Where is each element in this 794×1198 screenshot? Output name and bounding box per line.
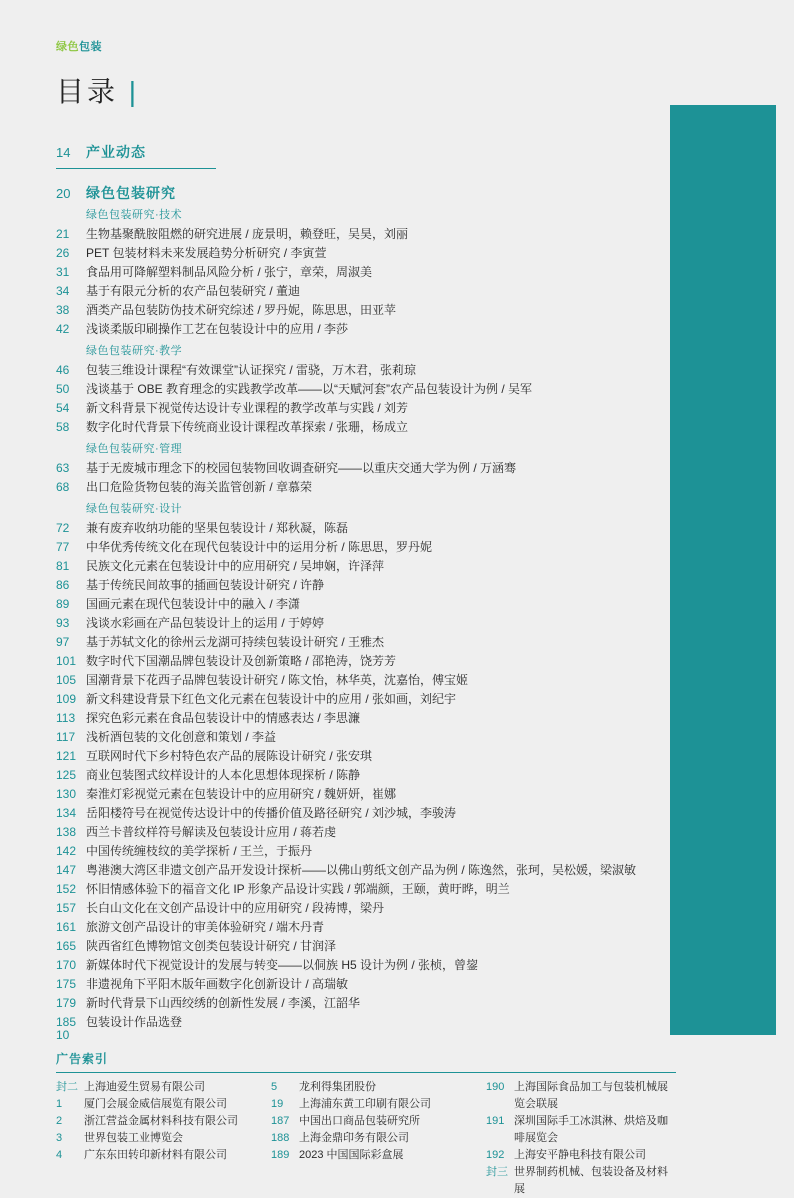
entry-page: 21 bbox=[56, 227, 70, 241]
entry-page: 89 bbox=[56, 597, 70, 611]
ads-name: 广东东田转印新材料有限公司 bbox=[84, 1149, 227, 1161]
entry-title: 食品用可降解塑料制品风险分析 / 张宁，章荣，周淑美 bbox=[86, 265, 373, 279]
ads-page: 191 bbox=[486, 1115, 505, 1127]
entry-page: 31 bbox=[56, 265, 70, 279]
entry-page: 72 bbox=[56, 521, 70, 535]
entry-title: 浅谈基于 OBE 教育理念的实践教学改革——以“天赋河套”农产品包装设计为例 / 吴军 bbox=[86, 382, 533, 396]
entry-page: 152 bbox=[56, 882, 77, 896]
toc-entry[interactable] bbox=[56, 538, 716, 557]
ads-item[interactable] bbox=[486, 1079, 676, 1113]
ads-item[interactable] bbox=[486, 1113, 676, 1147]
entry-title: 民族文化元素在包装设计中的应用研究 / 吴坤娴，许泽萍 bbox=[86, 559, 385, 573]
entry-page: 105 bbox=[56, 673, 77, 687]
toc-entry[interactable] bbox=[56, 671, 716, 690]
entry-page: 26 bbox=[56, 246, 70, 260]
ads-column-2 bbox=[271, 1079, 486, 1198]
section-page: 20 bbox=[56, 186, 71, 201]
section-name: 绿色包装研究 bbox=[86, 185, 176, 201]
entry-page: 58 bbox=[56, 420, 70, 434]
ads-divider bbox=[56, 1072, 676, 1073]
entry-page: 34 bbox=[56, 284, 70, 298]
entry-title: 岳阳楼符号在视觉传达设计中的传播价值及路径研究 / 刘沙城，李骏涛 bbox=[86, 806, 457, 820]
entry-title: 国潮背景下花西子品牌包装设计研究 / 陈文怡，林华英，沈嘉怡，傅宝姬 bbox=[86, 673, 469, 687]
page-title-text: 目录 bbox=[56, 76, 119, 107]
toc-entry[interactable] bbox=[56, 861, 716, 880]
entry-title: 探究色彩元素在食品包装设计中的情感表达 / 李思濂 bbox=[86, 711, 361, 725]
entry-page: 50 bbox=[56, 382, 70, 396]
ads-page: 3 bbox=[56, 1132, 63, 1144]
ads-page: 封三 bbox=[486, 1166, 508, 1178]
toc-entry[interactable] bbox=[56, 1013, 716, 1032]
toc-entry[interactable] bbox=[56, 399, 716, 418]
entry-page: 185 bbox=[56, 1015, 77, 1029]
toc-entry[interactable] bbox=[56, 975, 716, 994]
toc-entry[interactable] bbox=[56, 690, 716, 709]
section-heading-industry[interactable] bbox=[56, 142, 716, 162]
toc-entry[interactable] bbox=[56, 519, 716, 538]
entry-page: 175 bbox=[56, 977, 77, 991]
entry-title: 新文科建设背景下红色文化元素在包装设计中的应用 / 张如画，刘纪宇 bbox=[86, 692, 457, 706]
ads-page: 19 bbox=[271, 1098, 284, 1110]
toc-entry[interactable] bbox=[56, 842, 716, 861]
entry-title: 兼有废弃收纳功能的坚果包装设计 / 郑秋凝，陈磊 bbox=[86, 521, 349, 535]
entry-page: 179 bbox=[56, 996, 77, 1010]
ads-page: 4 bbox=[56, 1149, 63, 1161]
ads-item[interactable] bbox=[271, 1147, 486, 1164]
toc-entry[interactable] bbox=[56, 956, 716, 975]
ads-name: 上海迪爱生贸易有限公司 bbox=[84, 1081, 205, 1093]
toc-entry[interactable] bbox=[56, 614, 716, 633]
ads-page: 5 bbox=[271, 1081, 278, 1093]
entry-page: 147 bbox=[56, 863, 77, 877]
entry-title: 长白山文化在文创产品设计中的应用研究 / 段祷博，梁丹 bbox=[86, 901, 385, 915]
ads-name: 浙江营益金属材料科技有限公司 bbox=[84, 1115, 238, 1127]
ads-page: 190 bbox=[486, 1081, 505, 1093]
entry-title: 旅游文创产品设计的审美体验研究 / 端木丹青 bbox=[86, 920, 325, 934]
ads-item[interactable] bbox=[271, 1079, 486, 1096]
section-divider bbox=[56, 168, 216, 169]
toc-entry[interactable] bbox=[56, 918, 716, 937]
ads-name: 上海浦东黄工印刷有限公司 bbox=[299, 1098, 431, 1110]
entry-page: 117 bbox=[56, 730, 76, 744]
ads-page: 187 bbox=[271, 1115, 290, 1127]
section-heading-research[interactable] bbox=[56, 183, 716, 203]
section-name: 产业动态 bbox=[86, 144, 146, 160]
toc-entry[interactable] bbox=[56, 576, 716, 595]
toc-entry[interactable] bbox=[56, 459, 716, 478]
ads-name: 中国出口商品包装研究所 bbox=[299, 1115, 420, 1127]
entry-page: 97 bbox=[56, 635, 70, 649]
subsection-label-tech: 绿色包装研究·技术 bbox=[86, 209, 183, 221]
toc-entry[interactable] bbox=[56, 823, 716, 842]
ads-column-1 bbox=[56, 1079, 271, 1198]
toc-entry[interactable] bbox=[56, 282, 716, 301]
ads-name: 2023 中国国际彩盒展 bbox=[299, 1149, 404, 1161]
entry-page: 54 bbox=[56, 401, 70, 415]
ads-item[interactable] bbox=[271, 1130, 486, 1147]
ads-index-title: 广告索引 bbox=[56, 1052, 109, 1066]
toc-entry[interactable] bbox=[56, 994, 716, 1013]
toc-entry[interactable] bbox=[56, 747, 716, 766]
toc-entry[interactable] bbox=[56, 478, 716, 497]
toc-entry[interactable] bbox=[56, 785, 716, 804]
subsection-label-teaching: 绿色包装研究·教学 bbox=[86, 345, 183, 357]
entry-title: 怀旧情感体验下的福音文化 IP 形象产品设计实践 / 郭端颜，王颐，黄旴晔，明兰 bbox=[86, 882, 510, 896]
entry-page: 121 bbox=[56, 749, 77, 763]
entry-title: 基于有限元分析的农产品包装研究 / 董迪 bbox=[86, 284, 301, 298]
toc-entry[interactable] bbox=[56, 633, 716, 652]
catalog-page bbox=[18, 10, 776, 1195]
toc-entry[interactable] bbox=[56, 899, 716, 918]
entry-page: 81 bbox=[56, 559, 70, 573]
entry-page: 77 bbox=[56, 540, 70, 554]
ads-item[interactable] bbox=[486, 1147, 676, 1164]
entry-page: 109 bbox=[56, 692, 77, 706]
toc-entry[interactable] bbox=[56, 880, 716, 899]
toc-entry[interactable] bbox=[56, 595, 716, 614]
ads-page: 1 bbox=[56, 1098, 63, 1110]
subsection-label-management: 绿色包装研究·管理 bbox=[86, 443, 183, 455]
entry-title: 生物基聚酰胺阻燃的研究进展 / 庞景明，赖登旺，吴昊，刘丽 bbox=[86, 227, 409, 241]
entry-title: 数字时代下国潮品牌包装设计及创新策略 / 邵艳涛，饶芳芳 bbox=[86, 654, 397, 668]
masthead-logo bbox=[56, 38, 102, 54]
ads-name: 龙利得集团股份 bbox=[299, 1081, 376, 1093]
entry-page: 130 bbox=[56, 787, 77, 801]
toc-entry[interactable] bbox=[56, 244, 716, 263]
entry-page: 46 bbox=[56, 363, 70, 377]
toc-content bbox=[56, 128, 716, 1198]
entry-title: 陕西省红色博物馆文创类包装设计研究 / 甘润泽 bbox=[86, 939, 337, 953]
entry-title: 数字化时代背景下传统商业设计课程改革探索 / 张珊，杨成立 bbox=[86, 420, 409, 434]
ads-item[interactable] bbox=[486, 1164, 676, 1198]
toc-entry[interactable] bbox=[56, 361, 716, 380]
entry-title: 新时代背景下山西绞绣的创新性发展 / 李溪，江韶华 bbox=[86, 996, 361, 1010]
toc-entry[interactable] bbox=[56, 766, 716, 785]
toc-entry[interactable] bbox=[56, 225, 716, 244]
ads-name: 世界包装工业博览会 bbox=[84, 1132, 183, 1144]
entry-title: 基于苏轼文化的徐州云龙湖可持续包装设计研究 / 王雅杰 bbox=[86, 635, 385, 649]
entry-page: 134 bbox=[56, 806, 77, 820]
section-page: 14 bbox=[56, 145, 71, 160]
page-number: 10 bbox=[56, 1028, 70, 1042]
entry-page: 38 bbox=[56, 303, 70, 317]
entry-title: 酒类产品包装防伪技术研究综述 / 罗丹妮，陈思思，田亚苹 bbox=[86, 303, 397, 317]
toc-entry[interactable] bbox=[56, 652, 716, 671]
entry-page: 68 bbox=[56, 480, 70, 494]
entry-title: 非遗视角下平阳木版年画数字化创新设计 / 高瑞敏 bbox=[86, 977, 349, 991]
entry-title: PET 包装材料未来发展趋势分析研究 / 李寅萱 bbox=[86, 246, 327, 260]
entry-title: 浅谈水彩画在产品包装设计上的运用 / 于婷婷 bbox=[86, 616, 325, 630]
entry-title: 商业包装图式纹样设计的人本化思想体现探析 / 陈静 bbox=[86, 768, 361, 782]
ads-name: 世界制药机械、包装设备及材料展 bbox=[514, 1166, 668, 1195]
entry-title: 秦淮灯彩视觉元素在包装设计中的应用研究 / 魏妍妍，崔娜 bbox=[86, 787, 397, 801]
toc-entry[interactable] bbox=[56, 380, 716, 399]
ads-column-3 bbox=[486, 1079, 676, 1198]
entry-title: 基于无废城市理念下的校园包装物回收调查研究——以重庆交通大学为例 / 万涵骞 bbox=[86, 461, 517, 475]
entry-page: 165 bbox=[56, 939, 77, 953]
entry-page: 63 bbox=[56, 461, 70, 475]
subsection-label-design: 绿色包装研究·设计 bbox=[86, 503, 183, 515]
toc-entry[interactable] bbox=[56, 728, 716, 747]
toc-entry[interactable] bbox=[56, 557, 716, 576]
ads-item[interactable] bbox=[271, 1096, 486, 1113]
entry-title: 浅谈柔版印刷操作工艺在包装设计中的应用 / 李莎 bbox=[86, 322, 349, 336]
entry-page: 157 bbox=[56, 901, 77, 915]
ads-page: 189 bbox=[271, 1149, 290, 1161]
ads-item[interactable] bbox=[56, 1130, 271, 1147]
entry-title: 包装三维设计课程“有效课堂”认证探究 / 雷骁，万木君，张莉琼 bbox=[86, 363, 416, 377]
ads-page: 2 bbox=[56, 1115, 63, 1127]
toc-entry[interactable] bbox=[56, 937, 716, 956]
ads-name: 上海国际食品加工与包装机械展览会联展 bbox=[514, 1081, 668, 1110]
toc-entry[interactable] bbox=[56, 418, 716, 437]
entry-page: 113 bbox=[56, 711, 76, 725]
ads-item[interactable] bbox=[56, 1147, 271, 1164]
toc-entry[interactable] bbox=[56, 709, 716, 728]
entry-title: 中华优秀传统文化在现代包装设计中的运用分析 / 陈思思，罗丹妮 bbox=[86, 540, 433, 554]
entry-title: 出口危险货物包装的海关监管创新 / 章慕荣 bbox=[86, 480, 313, 494]
toc-entry[interactable] bbox=[56, 263, 716, 282]
ads-item[interactable] bbox=[56, 1113, 271, 1130]
toc-entry[interactable] bbox=[56, 804, 716, 823]
ads-name: 上海金鼎印务有限公司 bbox=[299, 1132, 409, 1144]
entry-page: 101 bbox=[56, 654, 77, 668]
title-bar-glyph: | bbox=[118, 76, 140, 107]
ads-page: 192 bbox=[486, 1149, 505, 1161]
entry-title: 包装设计作品选登 bbox=[86, 1015, 183, 1029]
entry-title: 新文科背景下视觉传达设计专业课程的教学改革与实践 / 刘芳 bbox=[86, 401, 409, 415]
entry-title: 基于传统民间故事的插画包装设计研究 / 许静 bbox=[86, 578, 325, 592]
entry-title: 国画元素在现代包装设计中的融入 / 李潇 bbox=[86, 597, 301, 611]
entry-page: 138 bbox=[56, 825, 77, 839]
masthead-part2: 包装 bbox=[79, 41, 102, 53]
ads-name: 厦门会展金威信展览有限公司 bbox=[84, 1098, 227, 1110]
ads-page: 封二 bbox=[56, 1081, 78, 1093]
entry-title: 新媒体时代下视觉设计的发展与转变——以侗族 H5 设计为例 / 张桢，曾鋆 bbox=[86, 958, 479, 972]
ads-columns bbox=[56, 1079, 716, 1198]
entry-title: 互联网时代下乡村特色农产品的展陈设计研究 / 张安琪 bbox=[86, 749, 373, 763]
toc-entry[interactable] bbox=[56, 301, 716, 320]
ads-name: 上海安平静电科技有限公司 bbox=[514, 1149, 646, 1161]
ads-name: 深圳国际手工冰淇淋、烘焙及咖啡展览会 bbox=[514, 1115, 668, 1144]
entry-page: 42 bbox=[56, 322, 70, 336]
entry-title: 浅析酒包装的文化创意和策划 / 李益 bbox=[86, 730, 277, 744]
ads-page: 188 bbox=[271, 1132, 290, 1144]
entry-title: 西兰卡普纹样符号解读及包装设计应用 / 蒋若虔 bbox=[86, 825, 337, 839]
masthead-part1: 绿色 bbox=[56, 41, 79, 53]
ads-item[interactable] bbox=[271, 1113, 486, 1130]
entry-page: 125 bbox=[56, 768, 77, 782]
ads-item[interactable] bbox=[56, 1079, 271, 1096]
entry-page: 93 bbox=[56, 616, 70, 630]
entry-page: 170 bbox=[56, 958, 77, 972]
page-title bbox=[56, 70, 139, 110]
entry-page: 161 bbox=[56, 920, 77, 934]
entry-page: 86 bbox=[56, 578, 70, 592]
entry-title: 粤港澳大湾区非遗文创产品开发设计探析——以佛山剪纸文创产品为例 / 陈逸然，张珂，吴松媛，梁淑敏 bbox=[86, 863, 637, 877]
entry-page: 142 bbox=[56, 844, 77, 858]
toc-entry[interactable] bbox=[56, 320, 716, 339]
ads-item[interactable] bbox=[56, 1096, 271, 1113]
entry-title: 中国传统缠枝纹的美学探析 / 王兰，于振丹 bbox=[86, 844, 313, 858]
